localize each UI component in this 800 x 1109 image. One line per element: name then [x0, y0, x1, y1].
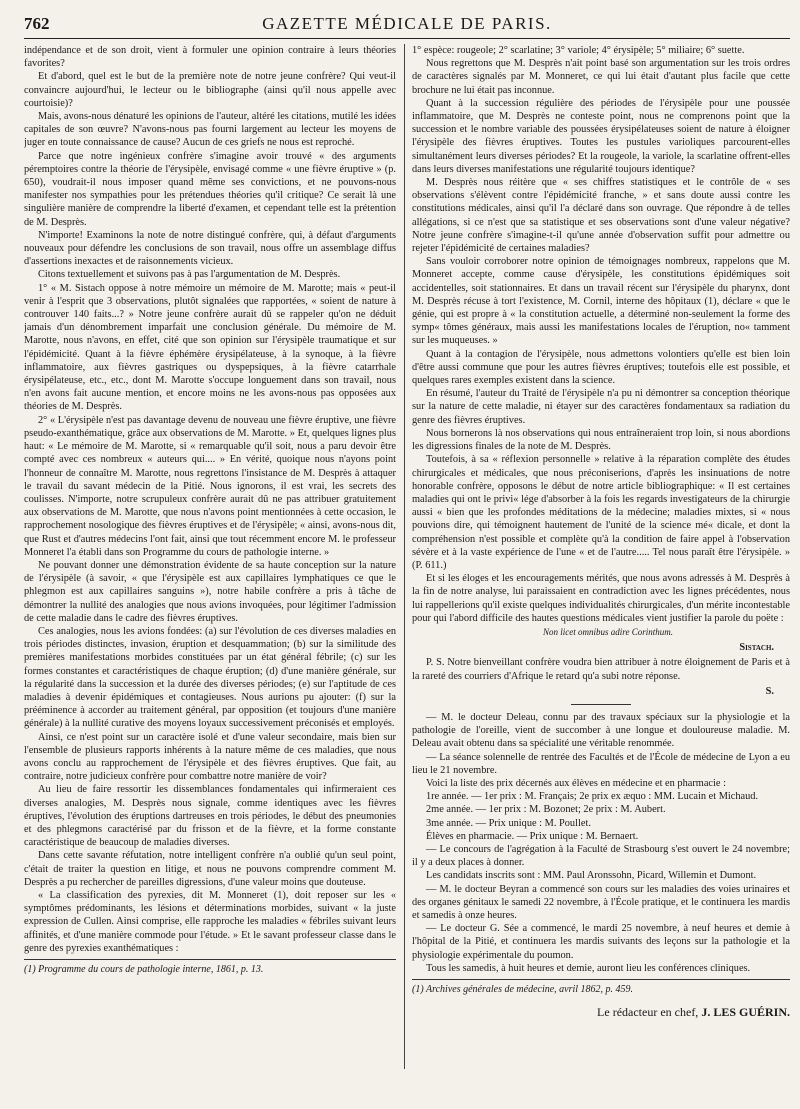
paragraph: Et d'abord, quel est le but de la première note de notre jeune confrère? Qui veut-il convaincre aujourd'hui, le lecteur ou le bibliographe (ainsi qu'il nous appelle avec courtoisie)?: [24, 71, 396, 109]
paragraph: « La classification des pyrexies, dit M. Monneret (1), doit reposer sur les « symptômes prédominants, les lésions et déterminations morbides, suivant « la juste expression de Cullen. Ainsi comprise, elle rapproche les maladies « fébriles suivant leurs affinités, et d'une manière commode pour l'étude. » Et le savant professeur classe dans le genre des pyrexies exanthématiques :: [24, 890, 396, 954]
news-item: 1re année. — 1er prix : M. Français; 2e prix ex æquo : MM. Lucain et Michaud.: [426, 791, 759, 803]
journal-title: GAZETTE MÉDICALE DE PARIS.: [262, 14, 552, 33]
latin-motto: Non licet omnibus adire Corinthum.: [543, 626, 673, 637]
editor-credit: [412, 1006, 790, 1019]
paragraph: Citons textuellement et suivons pas à pas l'argumentation de M. Desprès.: [38, 269, 341, 281]
paragraph: Sans vouloir corroborer notre opinion de témoignages nombreux, rappelons que M. Monneret accepte, comme cause d'érysipèle, les constitutions épidémiques soit accidentelles, soit stationnaires. Et dans un travail récent sur l'érysipèle du pharynx, dont M. Desprès récuse à tort l'existence, M. Cornil, interne des hôpitaux (1), déclare « que le génie, qui est propre à « la constitution actuelle, a déterminé non-seulement la forme des symp« tômes généraux, mais aussi les manifestations locales de l'éruption, no« tamment sur les muqueuses. »: [412, 256, 790, 347]
paragraph: Ne pouvant donner une démonstration évidente de sa haute conception sur la nature de l'érysipèle (à savoir, « que l'érysipèle est aux capillaires lymphatiques ce que le phlegmon est aux capillaires sanguins »), notre habile confrère a pris à tâche de démontrer la nullité des analogies que nous avions invoquées, pour légitimer l'admission de cette maladie dans le cadre des fièvres éruptives.: [24, 559, 396, 624]
paragraph: indépendance et de son droit, vient à formuler une opinion contraire à leurs théories favorites?: [24, 45, 396, 70]
paragraph: Au lieu de faire ressortir les dissemblances fondamentales qui infirmeraient ces diverses analogies, M. Desprès nous signale, comme identiques avec les fièvres éruptives, l'évolution des éruptions dartreuses en trois périodes, le début des pneumonies et des phlegmons caractérisé par du frisson et de la fièvre, et la forme constante caractéristique de beaucoup de maladies diverses.: [24, 784, 396, 849]
paragraph: 1° espèce: rougeole; 2° scarlatine; 3° variole; 4° érysipèle; 5° miliaire; 6° suette.: [412, 45, 745, 56]
footnote: (1) Archives générales de médecine, avril 1862, p. 459.: [412, 984, 634, 996]
news-item: — Le docteur G. Sée a commencé, le mardi 25 novembre, à neuf heures et demie à l'hôpital de la Pitié, et continuera les mardis suivants des leçons sur la pathologie et la physiologie expérimentale du poumon.: [412, 923, 790, 961]
editor-name: J. LES GUÉRIN.: [701, 1005, 790, 1020]
postscript-signature: S.: [765, 685, 774, 697]
paragraph: 2° « L'érysipèle n'est pas davantage devenu de nouveau une fièvre éruptive, une fièvre pseudo-exanthématique, grâce aux observations de M. Marotte. » Et, quelques lignes plus haut: « Le mémoire de M. Marotte, si « remarquable qu'il soit, nous a paru devoir être compté avec ces nombreux « auteurs qui.... » En vérité, quoique nous n'ayons point l'honneur de connaître M. Marotte, nous regrettons l'insistance de M. Desprès à attaquer le travail du savant médecin de la Pitié. Nous ignorons, il est vrai, les secrets des coulisses. N'importe, notre scrupuleux confrère aurait dû ne pas attribuer gratuitement aux observations de M. Marotte, que nous n'avons point mentionnées à cette occasion, le rapprochement nosologique des fièvres éruptives et de l'érysipèle; « ainsi, avons-nous dit, que Rust et d'autres médecins l'ont fait, ainsi que tout récemment encore M. le professeur Monneret l'a établi dans son Programme du cours de pathologie interne. »: [24, 414, 396, 558]
news-item: Élèves en pharmacie. — Prix unique : M. Bernaert.: [426, 830, 639, 842]
news-item: 2me année. — 1er prix : M. Bozonet; 2e prix : M. Aubert.: [426, 804, 666, 816]
postscript: P. S. Notre bienveillant confrère voudra bien attribuer à notre éloignement de Paris et à la rareté des courriers d'Afrique le retard qu'a subi notre réponse.: [412, 657, 790, 682]
paragraph: Dans cette savante réfutation, notre intelligent confrère n'a oublié qu'un seul point, c'était de traiter la question en litige, et nous ne pouvons comprendre comment M. Desprès a pu rechercher de pareilles digressions, d'une valeur moins que douteuse.: [24, 850, 396, 888]
paragraph: Mais, avons-nous dénaturé les opinions de l'auteur, altéré les citations, mutilé les idées capitales de son œuvre? N'avons-nous pas fourni largement au lecteur les moyens de juger en toute connaissance de cause? Aucun de ces griefs ne nous est reproché.: [24, 111, 396, 149]
paragraph: Nous regrettons que M. Desprès n'ait point basé son argumentation sur les trois ordres de caractères signalés par M. Monneret, ce qui lui était d'autant plus facile que cette brochure ne lui était pas inconnue.: [412, 58, 790, 96]
news-item: — La séance solennelle de rentrée des Facultés et de l'École de médecine de Lyon a eu lieu le 21 novembre.: [412, 751, 790, 776]
footnote-rule: [412, 979, 790, 980]
news-item: Voici la liste des prix décernés aux élèves en médecine et en pharmacie :: [426, 777, 726, 789]
paragraph: M. Desprès nous réitère que « ses chiffres statistiques et le contrôle de « ses observations s'élèvent contre l'épidémicité franche, » et sans doute aussi contre les constitutions médicales, ainsi qu'il l'a déclaré dans son ouvrage. Que répondre à de telles allégations, si ce n'est que sa statistique et ses observations sont d'une valeur négative? Notre jeune confrère s'imagine-t-il qu'une année d'observation suffit pour admettre ou rejeter l'épidémicité de certaines maladies?: [412, 177, 790, 255]
paragraph: Ces analogies, nous les avions fondées: (a) sur l'évolution de ces diverses maladies en trois périodes distinctes, invasion, éruption et desquammation; (b) sur la similitude des premières manifestations morbides constituées par un état général fébrile; (c) sur les formes constantes et caractéristiques de chaque éruption; (d) d'une manière générale, sur la régularité dans la succession et la durée des diverses périodes; (e) sur l'aptitude de ces maladies à devenir épidémiques et contagieuses. Nous aurions pu ajouter: (f) sur la prééminence à accorder au traitement général, par opposition (et toujours d'une manière générale) à la nullité curative des moyens loyaux successivement préconisés et employés.: [24, 625, 396, 730]
right-column: [412, 44, 790, 1103]
left-column: [24, 44, 396, 1103]
news-item: — Le concours de l'agrégation à la Faculté de Strasbourg s'est ouvert le 24 novembre; il y a deux places à donner.: [412, 843, 790, 869]
news-item: — M. le docteur Deleau, connu par des travaux spéciaux sur la physiologie et la pathologie de l'oreille, vient de succomber à une longue et douloureuse maladie. M. Deleau avait obtenu dans sa spécialité une véritable renommée.: [412, 711, 790, 750]
news-item: 3me année. — Prix unique : M. Poullet.: [426, 817, 591, 829]
news-item: — M. le docteur Beyran a commencé son cours sur les maladies des voies urinaires et des organes génitaux le samedi 22 novembre, à l'École pratique, et le continuera les mardis et samedis à onze heures.: [412, 883, 790, 921]
footnote: (1) Programme du cours de pathologie interne, 1861, p. 13.: [24, 964, 264, 976]
section-separator: [571, 704, 631, 705]
paragraph: Quant à la succession régulière des périodes de l'érysipèle pour une poussée inflammatoire, que M. Desprès ne conteste point, nous ne comprenons point que la succession et le nombre variable des poussées érysipélateuses soient de nature à éloigner l'érysipèle des fièvres éruptives. Toutes les pustules varioliques parcourent-elles simultanément leurs diverses périodes? Et la rougeole, la variole, la scarlatine offrent-elles dans leurs diverses manifestations une régularité toujours identique?: [412, 97, 790, 175]
paragraph: 1° « M. Sistach oppose à notre mémoire un mémoire de M. Marotte; mais « peut-il venir à l'esprit que 3 observations, plutôt signalées que rapportées, « soient de nature à controuver 140 faits...? » Notre jeune confrère aurait dû se rappeler qu'on ne déduit jamais d'un dénombrement imparfait une conclusion générale. Du mémoire de M. Marotte, nous n'avons, en effet, cité que son opinion sur l'érysipèle traumatique et sur l'épidémicité. Quant à la fièvre éphémère érysipélateuse, à la synoque, à la fièvre inflammatoire, aux fièvres gastriques ou dyspepsiques, à la fièvre catarrhale érysipélateuse, etc., etc., dont M. Marotte s'occupe longuement dans son travail, nous n'en avons fait aucune mention, et encore moins ne les avons-nous pas opposées aux théories de M. Desprès.: [24, 282, 396, 413]
paragraph: Ainsi, ce n'est point sur un caractère isolé et d'une valeur secondaire, mais bien sur l'ensemble de plusieurs rapports inhérents à la nature même de ces maladies, que nous avons conclu au rapprochement de l'érysipèle et des fièvres éruptives. Que fait, au contraire, notre judicieux confrère pour combattre notre manière de voir?: [24, 731, 396, 783]
news-item: Tous les samedis, à huit heures et demie, auront lieu les conférences cliniques.: [426, 962, 751, 974]
paragraph: N'importe! Examinons la note de notre distingué confrère, qui, à défaut d'arguments nouveaux pour défendre les conclusions de son travail, nous offre un assemblage diffus d'assertions inexactes et de raisonnements vicieux.: [24, 229, 396, 268]
paragraph: Parce que notre ingénieux confrère s'imagine avoir trouvé « des arguments péremptoires contre la théorie de l'érysipèle, envisagé comme « une fièvre éruptive » (p. 650), voudrait-il nous imposer quand même ses convictions, et ne pouvons-nous manifester nos sympathies pour les prétendues théories qu'il critique? Ce serait là une singulière manière de comprendre la liberté d'examen, et cependant telle est la prétention de M. Desprès.: [24, 150, 396, 228]
footnote-rule: [24, 959, 396, 960]
news-item: Les candidats inscrits sont : MM. Paul Aronssohn, Picard, Willemin et Dumont.: [426, 870, 757, 882]
paragraph: Et si les éloges et les encouragements mérités, que nous avons adressés à M. Desprès à la fin de notre analyse, lui paraissaient en contradiction avec les lignes précédentes, nous lui rappellerions qu'il existe quelques individualités chirurgicales, d'un mérite incontestable pour qui l'abord difficile des hautes questions médicales vient justifier la parole du poëte :: [412, 573, 790, 624]
paragraph: Quant à la contagion de l'érysipèle, nous admettons volontiers qu'elle est bien loin d'être aussi commune que pour les autres fièvres éruptives; toutefois elle est possible, et quelques rares exemples existent dans la science.: [412, 348, 790, 387]
paragraph: En résumé, l'auteur du Traité de l'érysipèle n'a pu ni démontrer sa conception théorique sur la nature de cette maladie, ni étayer sur des caractères fondamentaux sa radiation du genre des fièvres éruptives.: [412, 388, 790, 426]
paragraph: Nous bornerons là nos observations qui nous entraîneraient trop loin, si nous abordions les digressions finales de la note de M. Desprès.: [412, 427, 790, 453]
editor-prefix: Le rédacteur en chef,: [597, 1005, 699, 1020]
page-header: [24, 10, 790, 39]
author-signature: Sistach.: [739, 642, 774, 654]
page-number: 762: [24, 14, 50, 33]
column-divider: [404, 44, 405, 1069]
paragraph: Toutefois, à sa « réflexion personnelle » relative à la réparation complète des études chirurgicales et médicales, que nous préconiserions, d'après les insinuations de notre honorable confrère, opposons le début de notre article bibliographique: « Il est certaines maladies qui ont le privi« lége d'absorber à la fois les regards investigateurs de la chirurgie aussi « bien que les profondes méditations de la médecine; maladies mixtes, si « nous pouvions dire, qui témoignent hautement de l'unité de la science mé« dicale, et dont la compréhension n'est possible et complète qu'à la condition de faire appel à l'observation sévère et à la vaste expérience de l'une « et de l'autre..... Tel nous paraît être l'érysipèle. » (P. 611.): [412, 454, 790, 571]
